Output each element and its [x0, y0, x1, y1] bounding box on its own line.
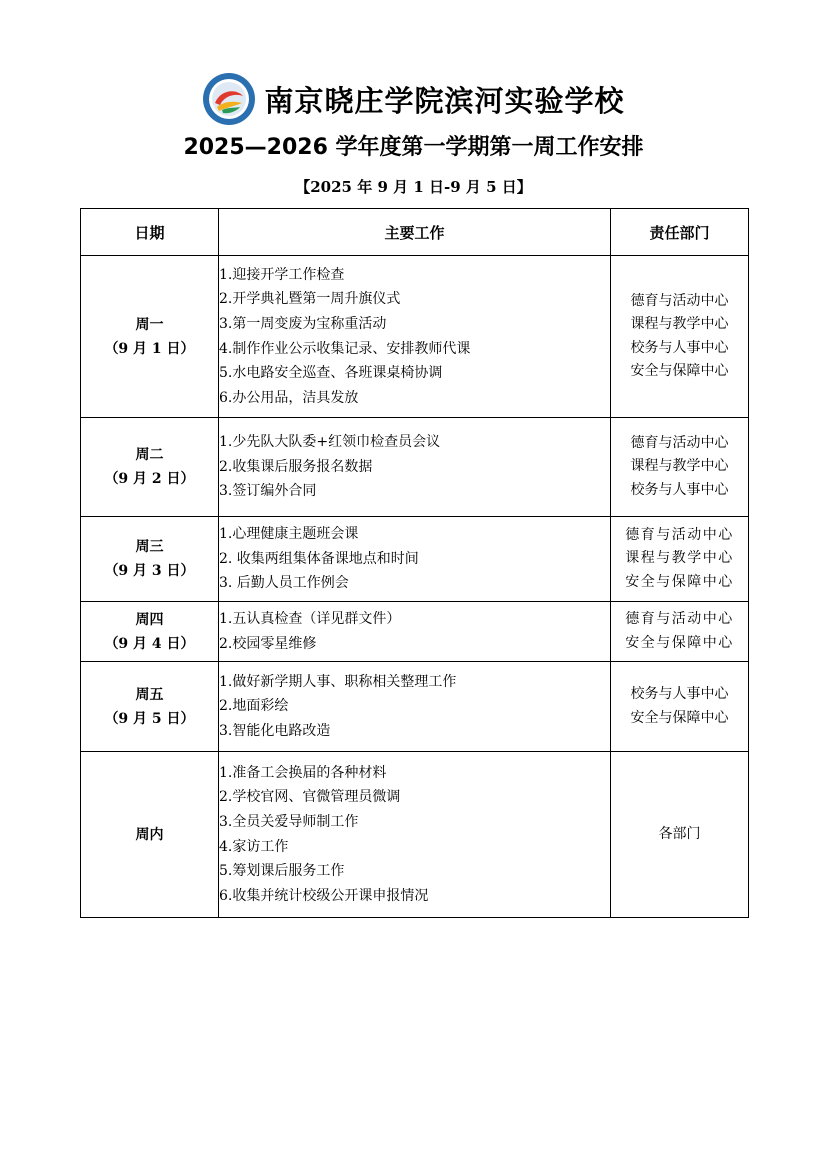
dept-cell [611, 418, 749, 517]
table-row [81, 602, 749, 662]
day-cell [81, 256, 219, 418]
task-item: 5.水电路安全巡查、各班课桌椅协调 [219, 365, 443, 382]
work-cell [219, 256, 611, 418]
day-cell [81, 418, 219, 517]
day-cell [81, 602, 219, 662]
task-item: 1.心理健康主题班会课 [219, 526, 359, 543]
header-day: 日期 [81, 209, 219, 256]
table-row [81, 418, 749, 517]
day-label: 周二 [135, 447, 164, 463]
task-item: 6.办公用品，洁具发放 [219, 389, 359, 406]
task-item: 2.校园零星维修 [219, 635, 317, 652]
table-row [81, 517, 749, 602]
task-item: 6.收集并统计校级公开课申报情况 [219, 887, 429, 904]
task-item: 2.收集课后服务报名数据 [219, 458, 373, 475]
task-item: 4.家访工作 [219, 838, 289, 855]
task-item: 3.智能化电路改造 [219, 722, 331, 739]
day-date: （9 月 2 日） [104, 471, 195, 487]
task-item: 1.五认真检查（详见群文件） [219, 610, 401, 627]
day-date: （9 月 5 日） [104, 710, 195, 727]
table-row [81, 662, 749, 752]
work-cell [219, 752, 611, 918]
dept-item: 德育与活动中心 [630, 434, 729, 451]
date-range: 【2025 年 9 月 1 日-9 月 5 日】 [295, 178, 532, 196]
day-cell [81, 662, 219, 752]
work-cell [219, 602, 611, 662]
dept-item: 校务与人事中心 [630, 686, 729, 702]
task-item: 2. 收集两组集体备课地点和时间 [219, 550, 419, 567]
table-header-row [81, 209, 749, 256]
day-cell [81, 517, 219, 602]
dept-cell [611, 517, 749, 602]
dept-item: 德育与活动中心 [625, 526, 734, 543]
dept-item: 校务与人事中心 [630, 481, 729, 498]
work-cell [219, 662, 611, 752]
work-cell [219, 517, 611, 602]
dept-cell [611, 752, 749, 918]
day-date: （9 月 3 日） [104, 563, 195, 579]
school-name: 南京晓庄学院滨河实验学校 [264, 83, 625, 118]
day-label: 周一 [135, 316, 164, 333]
day-label: 周三 [135, 539, 164, 555]
dept-cell [611, 662, 749, 752]
dept-item: 安全与保障中心 [625, 634, 734, 651]
task-item: 2.地面彩绘 [219, 698, 289, 715]
day-date: （9 月 4 日） [104, 635, 195, 652]
task-item: 1.少先队大队委+红领巾检查员会议 [219, 434, 441, 451]
dept-item: 课程与教学中心 [630, 458, 729, 475]
day-label: 周五 [135, 686, 164, 703]
task-item: 3.签订编外合同 [219, 483, 317, 500]
dept-cell [611, 602, 749, 662]
task-item: 1.准备工会换届的各种材料 [219, 764, 387, 781]
task-item: 1.做好新学期人事、职称相关整理工作 [219, 673, 457, 690]
task-item: 3.全员关爱导师制工作 [219, 813, 359, 830]
day-date: （9 月 1 日） [104, 340, 195, 357]
dept-item: 安全与保障中心 [625, 573, 734, 590]
day-label: 周内 [135, 826, 164, 843]
work-cell [219, 418, 611, 517]
dept-item: 各部门 [658, 825, 701, 842]
task-item: 2.学校官网、官微管理员微调 [219, 789, 401, 806]
task-item: 5.筹划课后服务工作 [219, 863, 345, 880]
dept-cell [611, 256, 749, 418]
dept-item: 安全与保障中心 [630, 363, 729, 379]
dept-item: 德育与活动中心 [625, 611, 734, 627]
table-row [81, 752, 749, 918]
task-item: 3. 后勤人员工作例会 [219, 575, 349, 592]
task-item: 4.制作作业公示收集记录、安排教师代课 [219, 340, 471, 357]
day-label: 周四 [135, 611, 164, 628]
header-dept: 责任部门 [611, 209, 749, 256]
dept-item: 课程与教学中心 [625, 550, 734, 567]
dept-item: 安全与保障中心 [630, 709, 729, 726]
dept-item: 校务与人事中心 [630, 339, 729, 356]
dept-item: 德育与活动中心 [630, 292, 729, 309]
dept-item: 课程与教学中心 [630, 316, 729, 332]
header-work: 主要工作 [219, 209, 611, 256]
document-title: 2025—2026 学年度第一学期第一周工作安排 [183, 135, 644, 160]
task-item: 3.第一周变废为宝称重活动 [219, 315, 387, 332]
task-item: 2.开学典礼暨第一周升旗仪式 [219, 291, 401, 308]
task-item: 1.迎接开学工作检查 [219, 266, 345, 283]
schedule-table [80, 208, 749, 918]
school-header [0, 72, 827, 126]
day-cell [81, 752, 219, 918]
table-row [81, 256, 749, 418]
school-emblem-icon [202, 72, 256, 126]
